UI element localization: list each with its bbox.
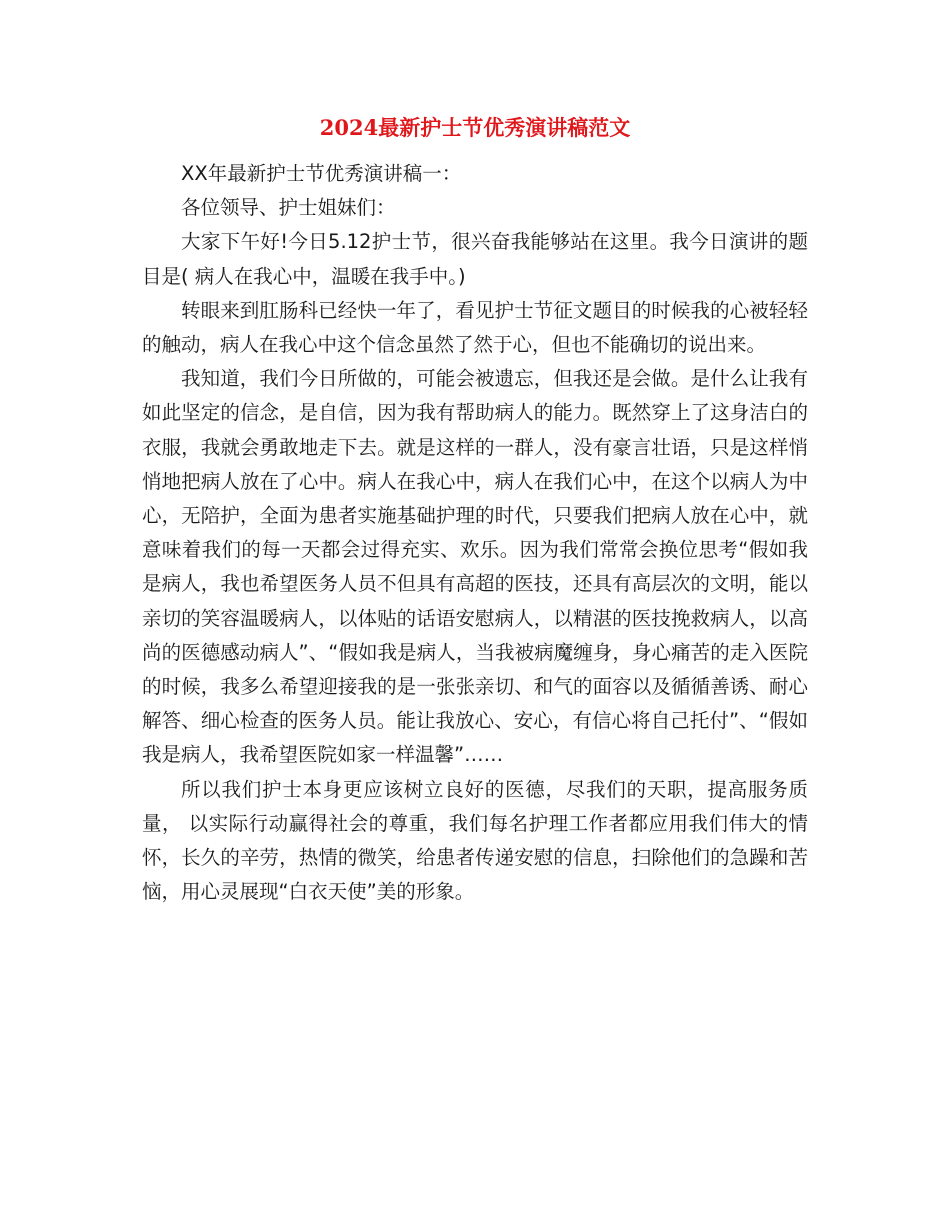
paragraph-greeting: 大家下午好!今日5.12护士节，很兴奋我能够站在这里。我今日演讲的题目是( 病人在我心中，温暖在我手中。) bbox=[142, 230, 808, 288]
paragraph-salutation: 各位领导、护士姐妹们： bbox=[181, 196, 396, 220]
paragraph-conclusion: 所以我们护士本身更应该树立良好的医德，尽我们的天职，提高服务质量， 以实际行动赢得社会的尊重，我们每名护理工作者都应用我们伟大的情怀，长久的辛劳，热情的微笑，给患者传递安慰的信息，扫除他们的急躁和苦恼，用心灵展现“白衣天使”美的形象。 bbox=[142, 777, 808, 904]
document-title: 2024最新护士节优秀演讲稿范文 bbox=[319, 115, 631, 140]
paragraph-intro: 转眼来到肛肠科已经快一年了，看见护士节征文题目的时候我的心被轻轻的触动，病人在我心中这个信念虽然了然于心，但也不能确切的说出来。 bbox=[142, 298, 808, 357]
paragraph-heading: XX年最新护士节优秀演讲稿一： bbox=[181, 162, 462, 185]
document-body bbox=[142, 157, 808, 909]
paragraph-main: 我知道，我们今日所做的，可能会被遗忘，但我还是会做。是什么让我有如此坚定的信念，是自信，因为我有帮助病人的能力。既然穿上了这身洁白的衣服，我就会勇敢地走下去。就是这样的一群人，没有豪言壮语，只是这样悄悄地把病人放在了心中。病人在我心中，病人在我们心中，在这个以病人为中心，无陪护，全面为患者实施基础护理的时代，只要我们把病人放在心中，就意味着我们的每一天都会过得充实、欢乐。因为我们常常会换位思考“假如我是病人，我也希望医务人员不但具有高超的医技，还具有高层次的文明，能以亲切的笑容温暖病人，以体贴的话语安慰病人，以精湛的医技挽救病人，以高尚的医德感动病人”、“假如我是病人，当我被病魔缠身，身心痛苦的走入医院的时候，我多么希望迎接我的是一张张亲切、和气的面容以及循循善诱、耐心解答、细心检查的医务人员。能让我放心、安心，有信心将自己托付”、“假如我是病人，我希望医院如家一样温馨”…… bbox=[142, 367, 808, 767]
